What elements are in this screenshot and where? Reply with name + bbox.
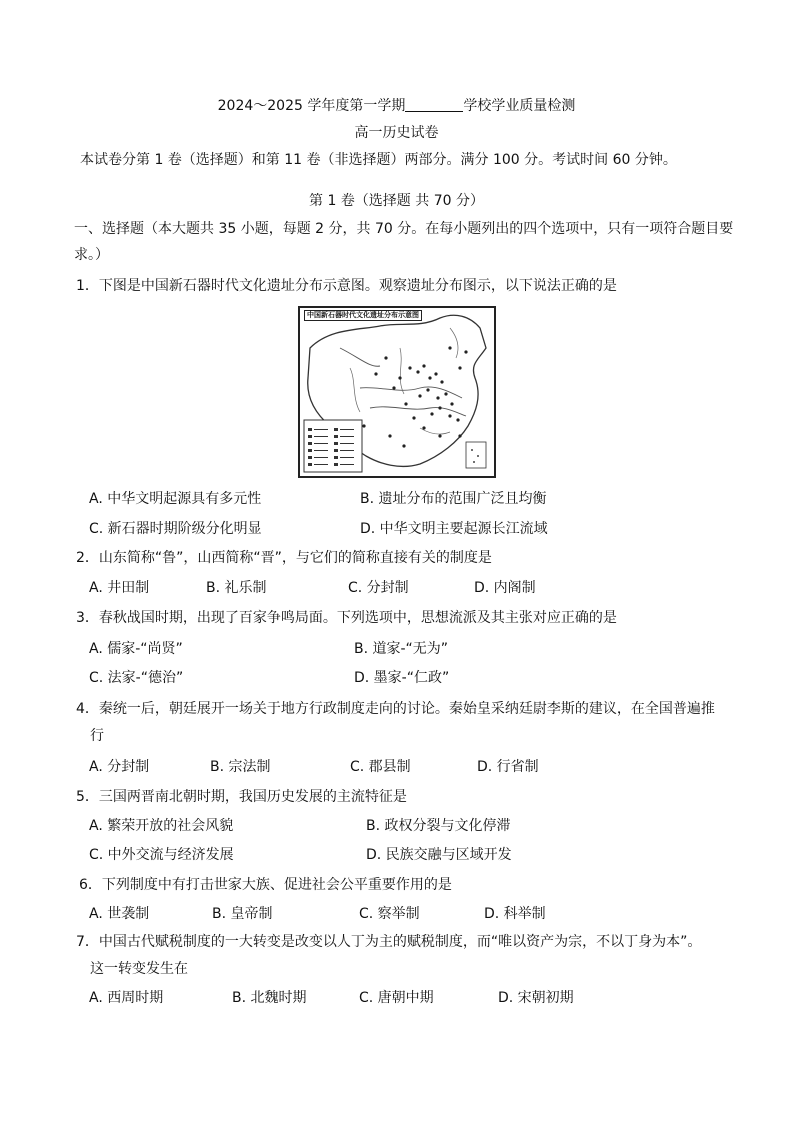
q7-option-c[interactable]: C. 唐朝中期 — [359, 990, 434, 1006]
q3-option-b[interactable]: B. 道家-“无为” — [354, 641, 449, 657]
exam-intro: 本试卷分第 1 卷（选择题）和第 11 卷（非选择题）两部分。满分 100 分。考试时间 60 分钟。 — [80, 152, 677, 168]
title-school: 学校学业质量检测 — [463, 98, 576, 114]
q1-option-a[interactable]: A. 中华文明起源具有多元性 — [89, 491, 262, 507]
q1-option-c[interactable]: C. 新石器时期阶级分化明显 — [89, 521, 262, 537]
section-heading: 第 1 卷（选择题 共 70 分） — [309, 193, 484, 209]
q2-option-b[interactable]: B. 礼乐制 — [206, 580, 267, 596]
instructions-line-2: 求。） — [74, 247, 109, 263]
q1-option-b[interactable]: B. 遗址分布的范围广泛且均衡 — [360, 491, 547, 507]
q4-option-a[interactable]: A. 分封制 — [89, 759, 150, 775]
q2-option-a[interactable]: A. 井田制 — [89, 580, 150, 596]
q2-option-d[interactable]: D. 内阁制 — [474, 580, 536, 596]
q1-option-d[interactable]: D. 中华文明主要起源长江流域 — [360, 521, 548, 537]
question-4-stem: 4．秦统一后，朝廷展开一场关于地方行政制度走向的讨论。秦始皇采纳廷尉李斯的建议，在全国普遍推 — [76, 701, 715, 717]
q7-option-a[interactable]: A. 西周时期 — [89, 990, 164, 1006]
exam-title — [0, 96, 793, 116]
school-name-blank — [405, 97, 463, 112]
q7-option-d[interactable]: D. 宋朝初期 — [498, 990, 574, 1006]
q6-option-a[interactable]: A. 世袭制 — [89, 906, 150, 922]
neolithic-sites-map — [298, 306, 496, 478]
q3-option-d[interactable]: D. 墨家-“仁政” — [354, 670, 450, 686]
question-1-stem: 1．下图是中国新石器时代文化遗址分布示意图。观察遗址分布图示，以下说法正确的是 — [76, 278, 617, 294]
q4-option-b[interactable]: B. 宗法制 — [210, 759, 271, 775]
question-7-stem-cont: 这一转变发生在 — [90, 961, 188, 977]
question-7-stem: 7．中国古代赋税制度的一大转变是改变以人丁为主的赋税制度，而“唯以资产为宗，不以丁身为本”。 — [76, 934, 702, 950]
q5-option-a[interactable]: A. 繁荣开放的社会风貌 — [89, 818, 234, 834]
q7-option-b[interactable]: B. 北魏时期 — [232, 990, 307, 1006]
instructions-line-1: 一、选择题（本大题共 35 小题，每题 2 分，共 70 分。在每小题列出的四个选项中，只有一项符合题目要 — [74, 221, 734, 237]
q6-option-c[interactable]: C. 察举制 — [359, 906, 420, 922]
q3-option-c[interactable]: C. 法家-“德治” — [89, 670, 184, 686]
q4-option-d[interactable]: D. 行省制 — [477, 759, 539, 775]
q5-option-d[interactable]: D. 民族交融与区域开发 — [366, 847, 512, 863]
q3-option-a[interactable]: A. 儒家-“尚贤” — [89, 641, 183, 657]
q5-option-c[interactable]: C. 中外交流与经济发展 — [89, 847, 234, 863]
question-5-stem: 5．三国两晋南北朝时期，我国历史发展的主流特征是 — [76, 789, 407, 805]
question-3-stem: 3．春秋战国时期，出现了百家争鸣局面。下列选项中，思想流派及其主张对应正确的是 — [76, 610, 617, 626]
q4-option-c[interactable]: C. 郡县制 — [350, 759, 411, 775]
question-4-stem-cont: 行 — [90, 728, 104, 744]
q5-option-b[interactable]: B. 政权分裂与文化停滞 — [366, 818, 511, 834]
exam-subtitle: 高一历史试卷 — [354, 125, 439, 141]
question-6-stem: 6．下列制度中有打击世家大族、促进社会公平重要作用的是 — [79, 877, 452, 893]
question-2-stem: 2．山东简称“鲁”，山西简称“晋”，与它们的简称直接有关的制度是 — [76, 550, 492, 566]
title-term: 2024～2025 学年度第一学期 — [217, 98, 406, 114]
q6-option-d[interactable]: D. 科举制 — [484, 906, 546, 922]
q2-option-c[interactable]: C. 分封制 — [348, 580, 409, 596]
map-title: 中国新石器时代文化遗址分布示意图 — [304, 310, 422, 321]
q6-option-b[interactable]: B. 皇帝制 — [212, 906, 273, 922]
china-outline-map — [300, 308, 494, 476]
